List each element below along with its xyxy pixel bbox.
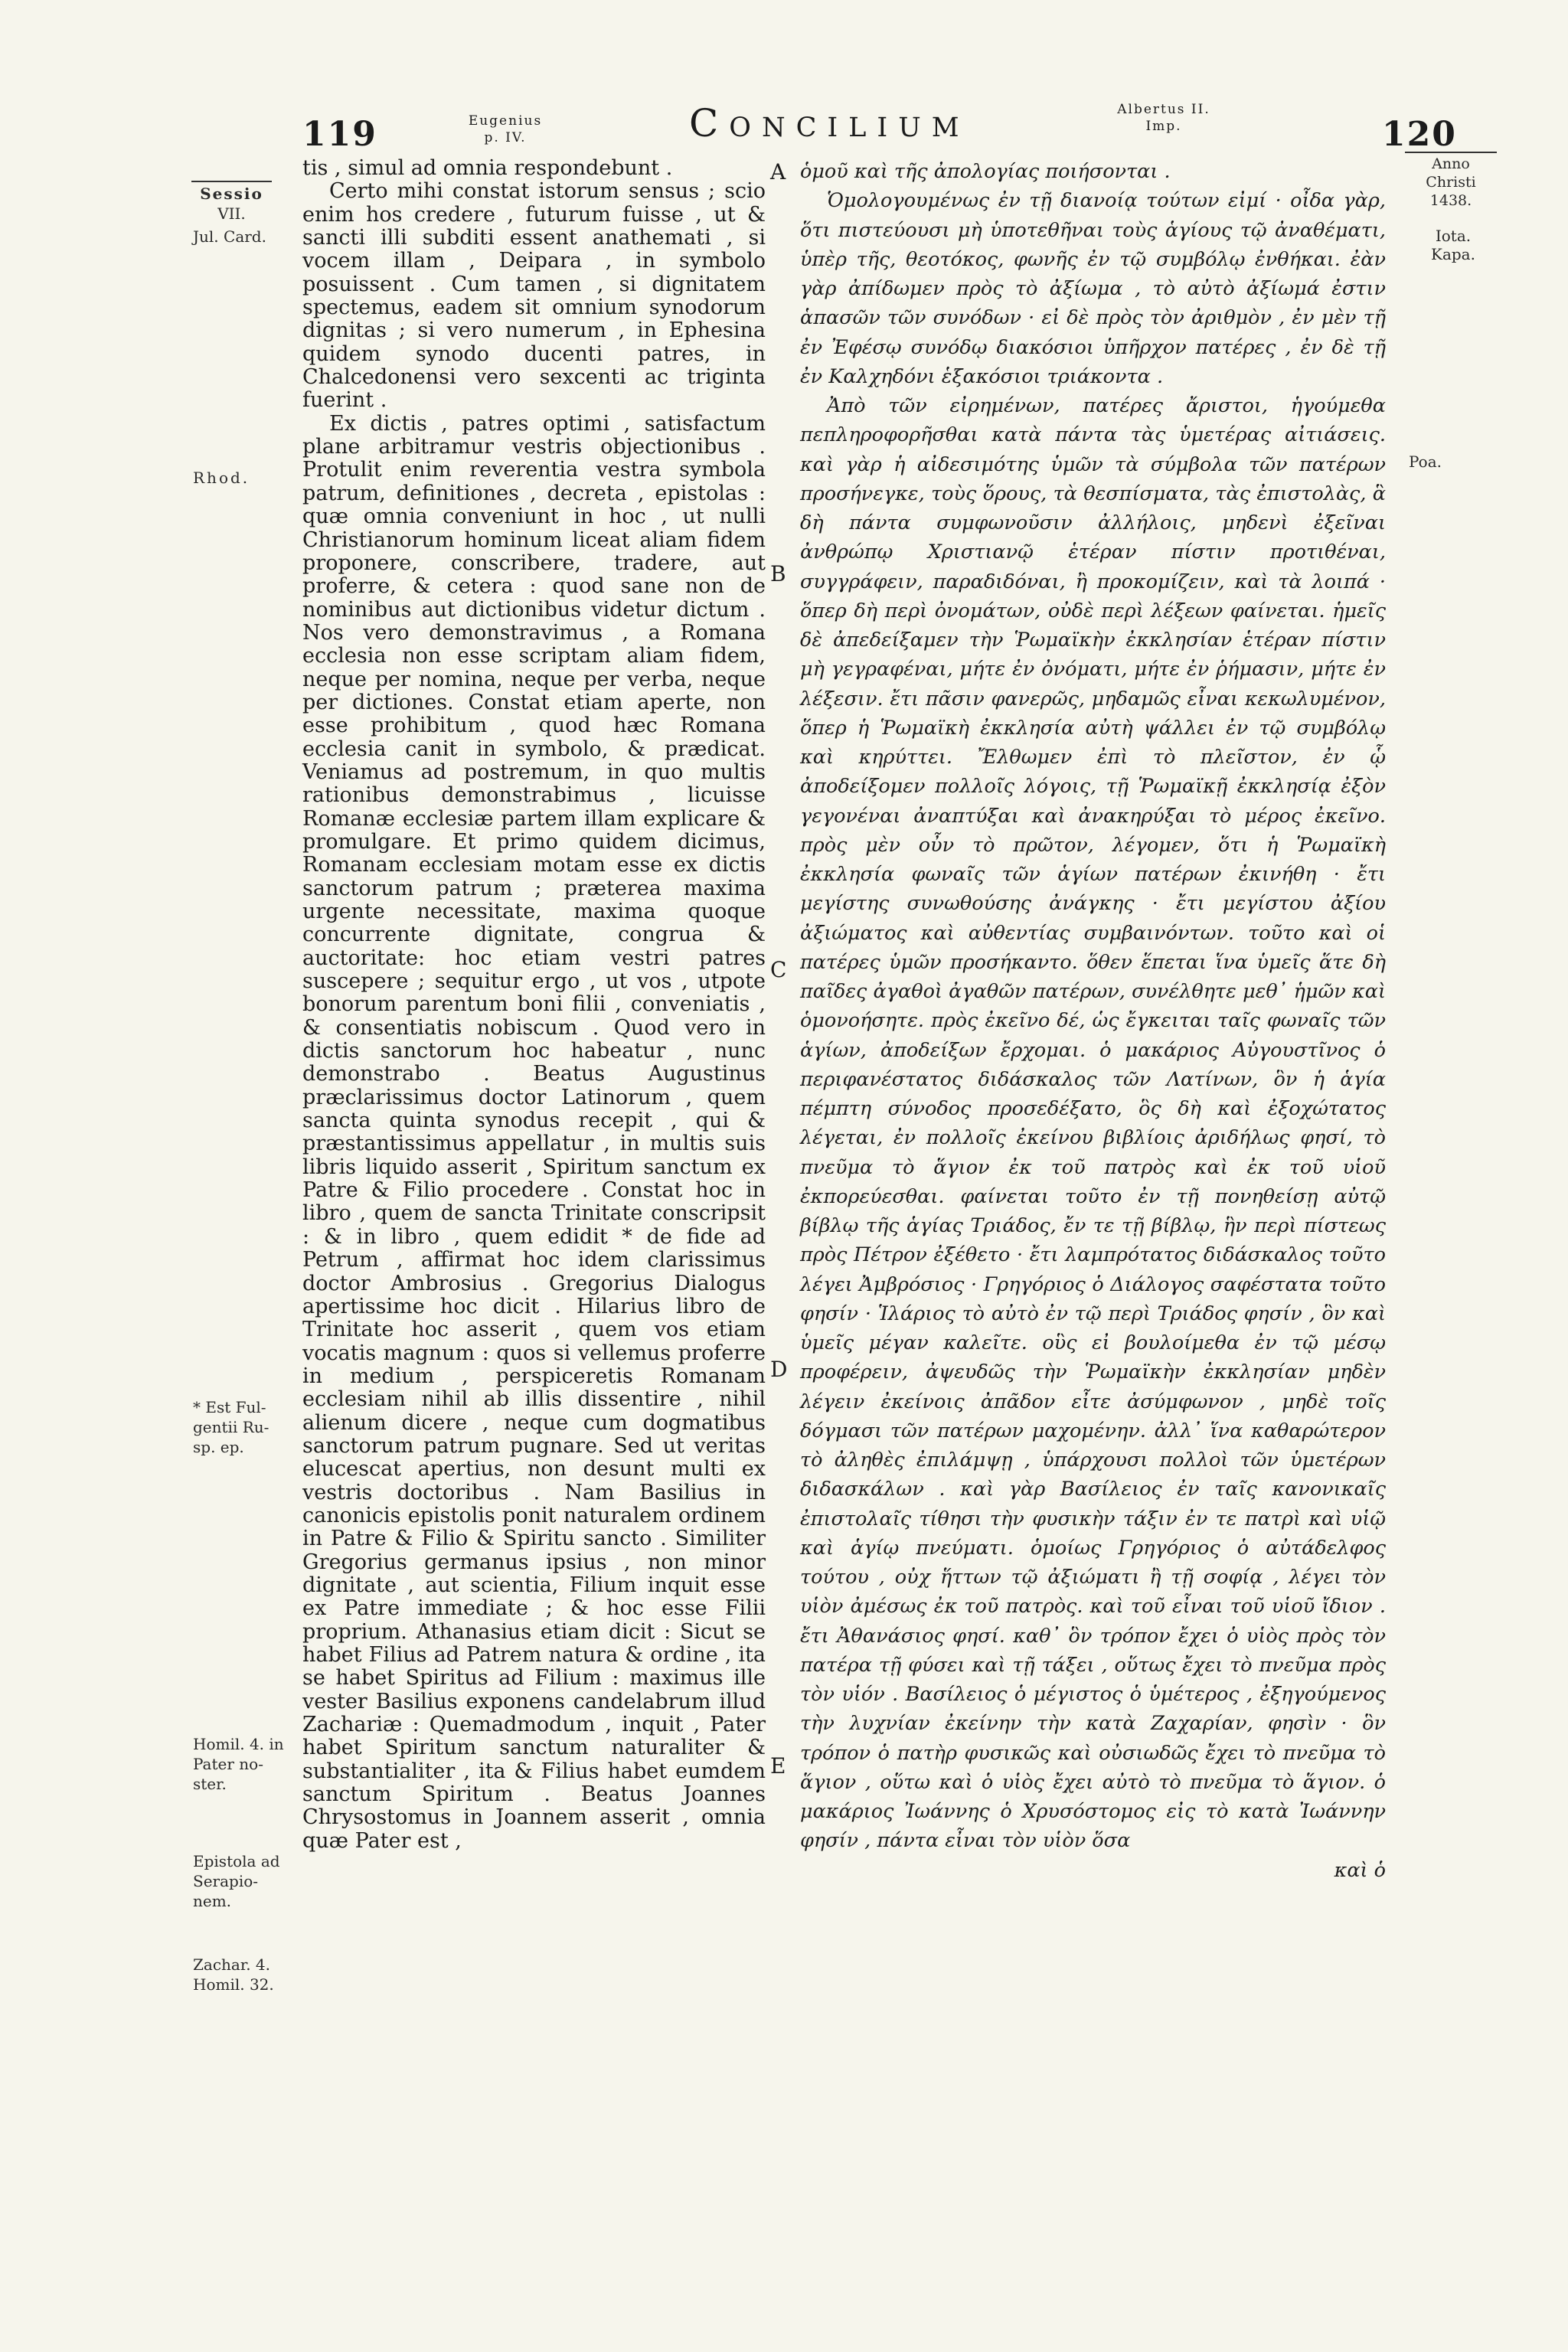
- section-letter-c: C: [770, 957, 787, 982]
- margin-line: Pater no-: [193, 1755, 263, 1773]
- margin-line: ster.: [193, 1775, 227, 1793]
- margin-note-fulgentii: [193, 1397, 281, 1457]
- margin-note-homil: [193, 1734, 285, 1794]
- margin-line: gentii Ru-: [193, 1418, 270, 1436]
- running-head-line: Eugenius: [468, 113, 543, 129]
- margin-line: Anno: [1432, 155, 1470, 172]
- margin-line: 1438.: [1429, 192, 1472, 209]
- running-head-line: p. IV.: [484, 130, 527, 145]
- greek-column: [800, 157, 1386, 1885]
- margin-note-epistola: [193, 1851, 285, 1911]
- margin-note-zachar: [193, 1955, 285, 1994]
- margin-line: nem.: [193, 1892, 232, 1910]
- margin-line: Kapa.: [1431, 245, 1475, 263]
- margin-line: Zachar. 4.: [193, 1955, 270, 1974]
- greek-paragraph: Ἀπὸ τῶν εἰρημένων, πατέρες ἄριστοι, ἡγούμεθα πεπληροφορῆσθαι κατὰ πάντα τὰς ὑμετέρας αἰτιάσεις. καὶ γὰρ ἡ αἰδεσιμότης ὑμῶν τὰ σύμβολα τῶν πατέρων προσήνεγκε, τοὺς ὅρους, τὰ θεσπίσματα, τὰς ἐπιστολὰς, ἃ δὴ πάντα συμφωνοῦσιν ἀλλήλοις, μηδενὶ ἐξεῖναι ἀνθρώπῳ Χριστιανῷ ἑτέραν πίστιν προτιθέναι, συγγράφειν, παραδιδόναι, ἢ προκομίζειν, καὶ τὰ λοιπά · ὅπερ δὴ περὶ ὀνομάτων, οὐδὲ περὶ λέξεων φαίνεται. ἡμεῖς δὲ ἀπεδείξαμεν τὴν Ῥωμαϊκὴν ἐκκλησίαν ἑτέραν πίστιν μὴ γεγραφέναι, μήτε ἐν ὀνόματι, μήτε ἐν ῥήμασιν, μήτε ἐν λέξεσιν. ἔτι πᾶσιν φανερῶς, μηδαμῶς εἶναι κεκωλυμένον, ὅπερ ἡ Ῥωμαϊκὴ ἐκκλησία αὐτὴ ψάλλει ἐν τῷ συμβόλῳ καὶ κηρύττει. Ἔλθωμεν ἐπὶ τὸ πλεῖστον, ἐν ᾧ ἀποδείξομεν πολλοῖς λόγοις, τῇ Ῥωμαϊκῇ ἐκκλησίᾳ ἐξὸν γεγονέναι ἀναπτύξαι καὶ ἀνακηρύξαι τὸ μέρος ἐκεῖνο. πρὸς μὲν οὖν τὸ πρῶτον, λέγομεν, ὅτι ἡ Ῥωμαϊκὴ ἐκκλησία φωναῖς τῶν ἁγίων πατέρων ἐκινήθη · ἔτι μεγίστης συνωθούσης ἀνάγκης · ἔτι μεγίστου ἀξίου ἀξιώματος καὶ αὐθεντίας συμβαινόντων. τοῦτο καὶ οἱ πατέρες ὑμῶν προσήκαντο. ὅθεν ἕπεται ἵνα ὑμεῖς ἅτε δὴ παῖδες ἀγαθοὶ ἀγαθῶν πατέρων, συνέλθητε μεθ᾽ ἡμῶν καὶ ὁμονοήσητε. πρὸς ἐκεῖνο δέ, ὡς ἔγκειται ταῖς φωναῖς τῶν ἁγίων, ἀποδείξων ἔρχομαι. ὁ μακάριος Αὐγουστῖνος ὁ περιφανέστατος διδάσκαλος τῶν Λατίνων, ὃν ἡ ἁγία πέμπτη σύνοδος προσεδέξατο, ὃς δὴ καὶ ἐξοχώτατος λέγεται, ἐν πολλοῖς ἐκείνου βιβλίοις ἀριδήλως φησί, τὸ πνεῦμα τὸ ἅγιον ἐκ τοῦ πατρὸς καὶ ἐκ τοῦ υἱοῦ ἐκπορεύεσθαι. φαίνεται τοῦτο ἐν τῇ πονηθείσῃ αὐτῷ βίβλῳ τῆς ἁγίας Τριάδος, ἔν τε τῇ βίβλῳ, ἣν περὶ πίστεως πρὸς Πέτρον ἐξέθετο · ἔτι λαμπρότατος διδάσκαλος τοῦτο λέγει Ἀμβρόσιος · Γρηγόριος ὁ Διάλογος σαφέστατα τοῦτο φησίν · Ἱλάριος τὸ αὐτὸ ἐν τῷ περὶ Τριάδος φησίν , ὃν καὶ ὑμεῖς μέγαν καλεῖτε. οὓς εἰ βουλοίμεθα ἐν τῷ μέσῳ προφέρειν, ἀψευδῶς τὴν Ῥωμαϊκὴν ἐκκλησίαν μηδὲν λέγειν ἐκείνοις ἀπᾶδον εἶτε ἀσύμφωνον , μηδὲ τοῖς δόγμασι τῶν πατέρων μαχομένην. ἀλλ᾽ ἵνα καθαρώτερον τὸ ἀληθὲς ἐπιλάμψῃ , ὑπάρχουσι πολλοὶ τῶν ὑμετέρων διδασκάλων . καὶ γὰρ Βασίλειος ἐν ταῖς κανονικαῖς ἐπιστολαῖς τίθησι τὴν φυσικὴν τάξιν ἐν τε πατρὶ καὶ υἱῷ καὶ ἁγίῳ πνεύματι. ὁμοίως Γρηγόριος ὁ αὐτάδελφος τούτου , οὐχ ἥττων τῷ ἀξιώματι ἢ τῇ σοφίᾳ , λέγει τὸν υἱὸν ἀμέσως ἐκ τοῦ πατρὸς. καὶ τοῦ εἶναι τοῦ υἱοῦ ἴδιον . ἔτι Ἀθανάσιος φησί. καθ᾽ ὃν τρόπον ἔχει ὁ υἱὸς πρὸς τὸν πατέρα τῇ φύσει καὶ τῇ τάξει , οὕτως ἔχει τὸ πνεῦμα πρὸς τὸν υἱόν . Βασίλειος ὁ μέγιστος ὁ ὑμέτερος , ἐξηγούμενος τὴν λυχνίαν ἐκείνην τὴν κατὰ Ζαχαρίαν, φησὶν · ὃν τρόπον ὁ πατὴρ φυσικῶς καὶ οὐσιωδῶς ἔχει τὸ πνεῦμα τὸ ἅγιον , οὕτω καὶ ὁ υἱὸς ἔχει αὐτὸ τὸ πνεῦμα τὸ ἅγιον. ὁ μακάριος Ἰωάννης ὁ Χρυσόστομος εἰς τὸ κατὰ Ἰωάννην φησίν , πάντα εἶναι τὸν υἱὸν ὅσα: [800, 394, 1386, 1853]
- margin-line: Homil. 4. in: [193, 1735, 284, 1753]
- page-title: Concilium: [689, 101, 970, 145]
- margin-line: Iota.: [1435, 227, 1472, 245]
- section-letter-e: E: [770, 1753, 786, 1779]
- latin-paragraph: Certo mihi constat istorum sensus ; scio enim hos credere , futurum fuisse , ut & sancti illi subditi essent anathemati , si vocem illam , Deipara , in symbolo posuissent . Cum tamen , si dignitatem spectemus, eadem sit omnium synodorum dignitas ; si vero numerum , in Ephesina quidem synodo ducenti patres, in Chalcedonensi vero sexcenti ac triginta fuerint .: [302, 179, 766, 413]
- margin-speaker-roa: Poa.: [1409, 452, 1442, 471]
- margin-anno-christi: [1405, 152, 1497, 210]
- margin-line: * Est Ful-: [193, 1398, 266, 1416]
- margin-speaker-iota-kapa: [1407, 227, 1499, 263]
- section-letter-b: B: [770, 561, 786, 586]
- margin-line: Homil. 32.: [193, 1975, 274, 1994]
- latin-paragraph: tis , simul ad omnia respondebunt .: [302, 156, 673, 180]
- margin-line: VII.: [217, 204, 246, 223]
- right-running-head: [1087, 101, 1240, 135]
- right-page-number: 120: [1382, 115, 1457, 154]
- greek-paragraph: Ὁμολογουμένως ἐν τῇ διανοίᾳ τούτων εἰμί · οἶδα γὰρ, ὅτι πιστεύουσι μὴ ὑποτεθῆναι τοὺς ἁγίους τῷ ἀναθέματι, ὑπὲρ τῆς, θεοτόκος, φωνῆς ἐν τῷ συμβόλῳ ἐνθήκαι. ἐὰν γὰρ ἀπίδωμεν πρὸς τὸ ἀξίωμα , τὸ αὐτὸ ἀξίωμά ἐστιν ἁπασῶν τῶν συνόδων · εἰ δὲ πρὸς τὸν ἀριθμὸν , ἐν μὲν τῇ ἐν Ἐφέσῳ συνόδῳ διακόσιοι ὑπῆρχον πατέρες , ἐν δὲ τῇ ἐν Καλχηδόνι ἑξακόσιοι τριάκοντα .: [800, 189, 1386, 388]
- margin-speaker-rhod: Rhod.: [193, 469, 250, 487]
- margin-line: Serapio-: [193, 1872, 259, 1890]
- left-running-head: [452, 113, 559, 146]
- catchword: καὶ ὁ: [1334, 1858, 1386, 1882]
- left-page-number: 119: [302, 115, 377, 154]
- margin-line: Christi: [1426, 174, 1476, 191]
- section-letter-a: A: [770, 159, 786, 185]
- margin-line: Sessio: [200, 185, 263, 203]
- section-letter-d: D: [770, 1357, 788, 1382]
- latin-paragraph: Ex dictis , patres optimi , satisfactum plane arbitramur vestris objectionibus . Protulit enim reverentia vestra symbola patrum, definitiones , decreta , epistolas : quæ omnia conveniunt in hoc , ut nulli Christianorum hominum liceat aliam fidem proponere, conscribere, tradere, aut proferre, & cetera : quod sane non de nominibus aut dictionibus videtur dictum . Nos vero demonstravimus , a Romana ecclesia non esse scriptam aliam fidem, neque per nomina, neque per verba, neque per dictiones. Constat etiam aperte, non esse prohibitum , quod hæc Romana ecclesia canit in symbolo, & prædicat. Veniamus ad postremum, in quo multis rationibus demonstrabimus , licuisse Romanæ ecclesiæ partem illam explicare & promulgare. Et primo quidem dicimus, Romanam ecclesiam motam esse ex dictis sanctorum patrum ; præterea maxima urgente necessitate, maxima quoque concurrente dignitate, congrua & auctoritate: hoc etiam vestri patres suscepere ; sequitur ergo , ut vos , utpote bonorum parentum boni filii , conveniatis , & consentiatis nobiscum . Quod vero in dictis sanctorum hoc habeatur , nunc demonstrabo . Beatus Augustinus præclarissimus doctor Latinorum , quem sancta quinta synodus recepit , qui & præstantissimus appellatur , in multis suis libris liquido asserit , Spiritum sanctum ex Patre & Filio procedere . Constat hoc in libro , quem de sancta Trinitate conscripsit : & in libro , quem edidit * de fide ad Petrum , affirmat hoc idem clarissimus doctor Ambrosius . Gregorius Dialogus apertissime hoc dicit . Hilarius libro de Trinitate hoc asserit , quem vos etiam vocatis magnum : quos si vellemus proferre in medium , perspiceretis Romanam ecclesiam nihil ab illis dissentire , nihil alienum dicere , neque cum dogmatibus sanctorum patrum pugnare. Sed ut veritas elucescat apertius, non desunt multi ex vestris doctoribus . Nam Basilius in canonicis epistolis ponit naturalem ordinem in Patre & Filio & Spiritu sancto . Similiter Gregorius germanus ipsius , non minor dignitate , aut scientia, Filium inquit esse ex Patre immediate ; & hoc esse Filii proprium. Athanasius etiam dicit : Sicut se habet Filius ad Patrem natura & ordine , ita se habet Spiritus ad Filium : maximus ille vester Basilius exponens candelabrum illud Zachariæ : Quemadmodum , inquit , Pater habet Spiritum sanctum naturaliter & substantialiter , ita & Filius habet eumdem sanctum Spiritum . Beatus Joannes Chrysostomus in Joannem asserit , omnia quæ Pater est ,: [302, 411, 766, 1853]
- margin-speaker-jul-card: Jul. Card.: [193, 227, 266, 246]
- greek-paragraph: ὁμοῦ καὶ τῆς ἀπολογίας ποιήσονται .: [800, 160, 1171, 183]
- latin-column: [302, 157, 766, 1853]
- margin-line: Epistola ad: [193, 1852, 280, 1870]
- running-head-line: Albertus II.: [1117, 102, 1210, 117]
- running-head-line: Imp.: [1145, 119, 1182, 134]
- margin-line: sp. ep.: [193, 1438, 244, 1456]
- margin-sessio: [191, 181, 272, 224]
